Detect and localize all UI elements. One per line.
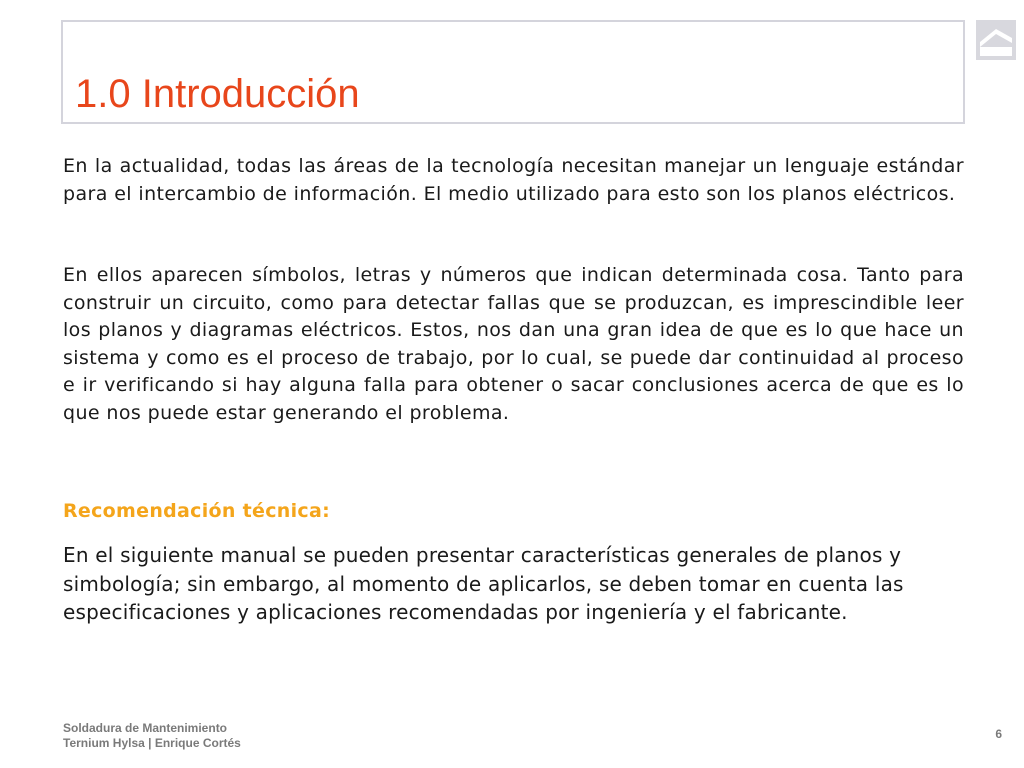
recommendation-paragraph: En el siguiente manual se pueden presentar características generales de planos y simbología; sin embargo, al momento de aplicarlos, se deben tomar en cuenta las especificaciones y aplicaciones recomendadas por ingeniería y el fabricante. [63,543,904,624]
title-frame [61,20,965,124]
page-title: 1.0 Introducción [75,72,360,116]
footer [63,721,241,751]
body-paragraph: En ellos aparecen símbolos, letras y números que indican determinada cosa. Tanto para construir un circuito, como para detectar fallas que se produzcan, es imprescindible leer los planos y diagramas eléctricos. Estos, nos dan una gran idea de que es lo que hace un sistema y como es el proceso de trabajo, por lo cual, se puede dar continuidad al proceso e ir verificando si hay alguna falla para obtener o sacar conclusiones acerca de que es lo que nos puede estar generando el problema. [63,264,964,424]
footer-course: Soldadura de Mantenimiento [63,721,228,735]
intro-paragraph: En la actualidad, todas las áreas de la tecnología necesitan manejar un lenguaje estándar para el intercambio de información. El medio utilizado para esto son los planos eléctricos. [63,155,964,205]
page-number: 6 [995,727,1002,741]
recommendation-heading: Recomendación técnica: [63,500,330,522]
footer-author: Ternium Hylsa | Enrique Cortés [63,736,241,750]
house-logo-icon [976,20,1016,60]
